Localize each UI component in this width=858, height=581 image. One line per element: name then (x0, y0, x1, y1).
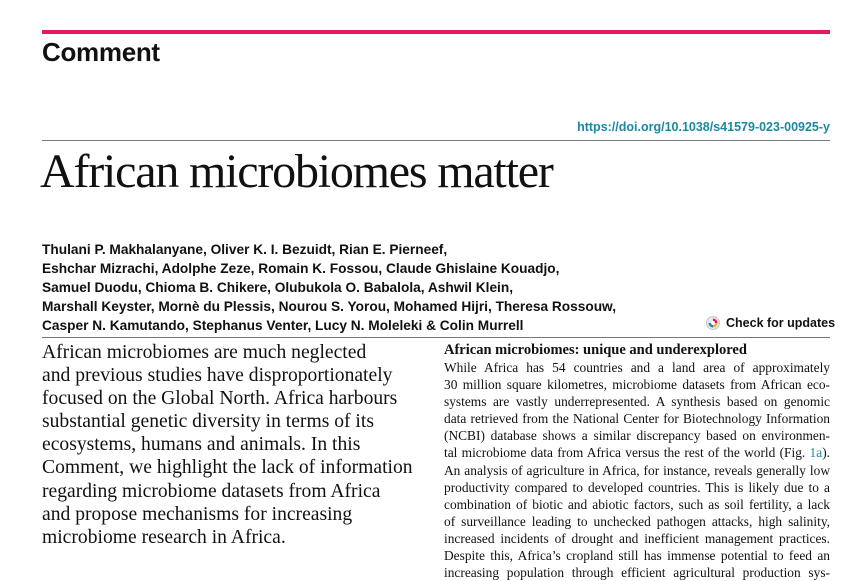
doi-link[interactable]: https://doi.org/10.1038/s41579-023-00925-y (577, 120, 830, 134)
abstract (42, 341, 427, 549)
check-updates-label: Check for updates (726, 316, 836, 330)
body-text (444, 359, 830, 581)
body-line: systems are vastly underrepresented. A synthesis based on genomic (444, 394, 830, 410)
body-line: An analysis of agriculture in Africa, for instance, reveals generally low (444, 462, 830, 478)
author-line: Casper N. Kamutando, Stephanus Venter, Lucy N. Moleleki & Colin Murrell (42, 318, 524, 333)
author-list (42, 240, 762, 335)
body-line: (NCBI) database shows a similar discrepancy based on environmen- (444, 428, 830, 444)
body-line: increased incidents of drought and inefficient management practices. (444, 530, 830, 546)
author-line: Eshchar Mizrachi, Adolphe Zeze, Romain K. Fossou, Claude Ghislaine Kouadjo, (42, 261, 560, 276)
check-updates-icon (706, 316, 720, 330)
body-line: data retrieved from the National Center for Biotechnology Information (444, 411, 830, 427)
author-line: Marshall Keyster, Mornè du Plessis, Nourou S. Yorou, Mohamed Hijri, Theresa Rossouw, (42, 299, 616, 314)
abstract-line: focused on the Global North. Africa harbours (42, 388, 398, 410)
check-for-updates-button[interactable] (706, 316, 835, 330)
abstract-line: microbiome research in Africa. (42, 526, 286, 548)
body-line: While Africa has 54 countries and a land area of approximately (444, 360, 830, 375)
body-column (444, 341, 830, 581)
abstract-line: regarding microbiome datasets from Africa (42, 480, 381, 502)
accent-bar (42, 30, 830, 34)
abstract-line: and propose mechanisms for increasing (42, 503, 353, 525)
abstract-line: Comment, we highlight the lack of information (42, 457, 413, 479)
body-line: productivity compared to developed countries. This is likely due to a (444, 479, 830, 495)
body-line: increasing population through efficient agricultural production sys- (444, 565, 830, 581)
divider-bottom (42, 337, 830, 338)
body-line: Despite this, Africa’s cropland still has immense potential to feed an (444, 548, 830, 564)
abstract-line: ecosystems, humans and animals. In this (42, 434, 361, 456)
figure-ref-suffix: ). (822, 445, 830, 461)
article-title: African microbiomes matter (40, 145, 553, 198)
body-line: 30 million square kilometres, microbiome datasets from African eco- (444, 377, 830, 393)
figure-ref-link[interactable]: 1a (809, 445, 823, 461)
body-line-text: tal microbiome data from Africa versus the rest of the world (Fig. (444, 445, 810, 461)
body-line: of surveillance leading to unchecked pathogen attacks, high salinity, (444, 513, 830, 529)
body-line: combination of biotic and abiotic factors, such as soil fertility, a lack (444, 496, 830, 512)
body-line-with-figref (444, 444, 830, 461)
abstract-line: and previous studies have disproportionately (42, 365, 393, 387)
author-line: Samuel Duodu, Chioma B. Chikere, Olubukola O. Babalola, Ashwil Klein, (42, 280, 514, 295)
abstract-line: substantial genetic diversity in terms of its (42, 411, 374, 433)
section-label: Comment (42, 37, 160, 67)
section-heading: African microbiomes: unique and underexplored (444, 342, 747, 358)
abstract-line: African microbiomes are much neglected (42, 342, 367, 363)
author-line: Thulani P. Makhalanyane, Oliver K. I. Bezuidt, Rian E. Pierneef, (42, 242, 448, 257)
